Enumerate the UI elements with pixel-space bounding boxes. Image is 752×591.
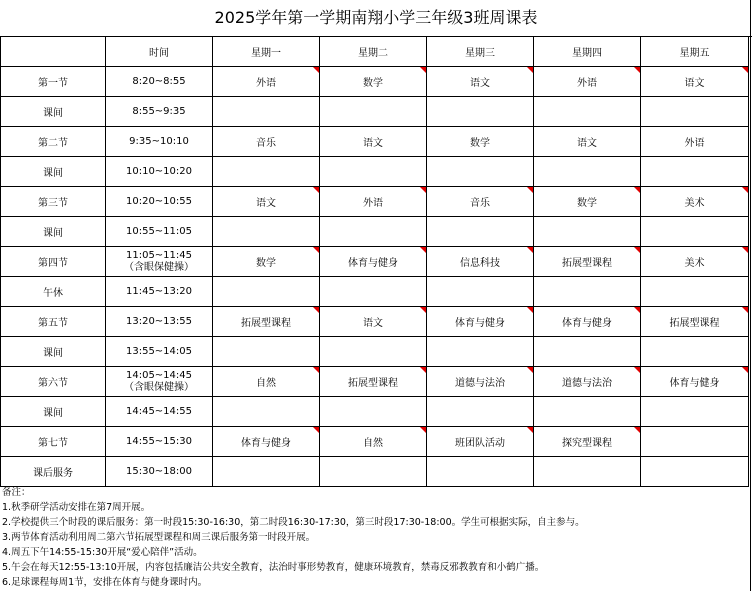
comment-marker-icon[interactable] <box>313 187 319 193</box>
subject-text: 美术 <box>684 198 705 209</box>
subject-cell <box>534 427 641 457</box>
subject-text: 外语 <box>256 78 276 89</box>
subject-text: 外语 <box>363 198 383 209</box>
comment-marker-icon[interactable] <box>527 307 533 313</box>
subject-cell <box>641 187 749 217</box>
subject-cell <box>641 157 749 187</box>
subject-cell <box>641 127 749 157</box>
subject-cell <box>213 247 320 277</box>
subject-cell <box>427 157 534 187</box>
time-cell <box>106 337 213 367</box>
comment-marker-icon[interactable] <box>527 367 533 373</box>
note-line: 6.足球课程每周1节，安排在体育与健身课时内。 <box>2 577 208 588</box>
subject-cell <box>641 247 749 277</box>
subject-cell <box>534 367 641 397</box>
table-row <box>1 187 749 217</box>
subject-cell <box>641 457 749 487</box>
subject-cell <box>213 127 320 157</box>
subject-text: 体育与健身 <box>562 318 612 329</box>
time-cell <box>106 217 213 247</box>
subject-cell <box>641 97 749 127</box>
subject-text: 体育与健身 <box>348 258 398 269</box>
period-label: 第七节 <box>1 427 106 457</box>
time-text: （含眼保健操） <box>124 381 194 393</box>
subject-text: 美术 <box>684 258 705 269</box>
table-row <box>1 457 749 487</box>
subject-cell <box>427 397 534 427</box>
subject-cell <box>427 217 534 247</box>
subject-text: 拓展型课程 <box>562 258 612 269</box>
page-title: 2025学年第一学期南翔小学三年级3班周课表 <box>0 0 752 37</box>
comment-marker-icon[interactable] <box>527 187 533 193</box>
time-cell <box>106 67 213 97</box>
subject-text: 自然 <box>363 438 383 449</box>
subject-text: 信息科技 <box>460 258 500 269</box>
subject-cell <box>427 97 534 127</box>
time-text: 11:45~13:20 <box>125 285 192 297</box>
time-text: 10:20~10:55 <box>125 195 192 207</box>
subject-text: 拓展型课程 <box>348 378 398 389</box>
subject-cell <box>534 457 641 487</box>
subject-text: 体育与健身 <box>669 378 720 389</box>
subject-cell <box>213 337 320 367</box>
subject-cell <box>213 187 320 217</box>
subject-text: 体育与健身 <box>241 438 291 449</box>
period-label: 课后服务 <box>1 457 106 487</box>
comment-marker-icon[interactable] <box>313 67 319 73</box>
table-row <box>1 307 749 337</box>
subject-cell <box>320 367 427 397</box>
subject-cell <box>641 307 749 337</box>
comment-marker-icon[interactable] <box>742 307 748 313</box>
time-text: 14:45~14:55 <box>125 405 192 417</box>
comment-marker-icon[interactable] <box>420 427 426 433</box>
table-row <box>1 67 749 97</box>
time-text: 10:10~10:20 <box>125 165 192 177</box>
table-row <box>1 397 749 427</box>
time-cell <box>106 97 213 127</box>
right-border <box>750 0 751 591</box>
subject-cell <box>534 337 641 367</box>
time-text: 8:20~8:55 <box>132 75 186 87</box>
comment-marker-icon[interactable] <box>420 247 426 253</box>
header-row <box>1 37 749 67</box>
subject-text: 语文 <box>470 78 490 89</box>
subject-cell <box>641 397 749 427</box>
subject-cell <box>213 67 320 97</box>
subject-cell <box>213 217 320 247</box>
table-row <box>1 127 749 157</box>
subject-text: 数学 <box>470 138 490 149</box>
comment-marker-icon[interactable] <box>420 67 426 73</box>
subject-cell <box>427 127 534 157</box>
comment-marker-icon[interactable] <box>742 187 748 193</box>
subject-cell <box>427 187 534 217</box>
time-text: 11:05~11:45 <box>125 249 192 261</box>
note-line: 5.午会在每天12:55-13:10开展，内容包括廉洁公共安全教育，法治时事形势教育，健康环境教育，禁毒反邪教教育和小鹤广播。 <box>2 562 545 573</box>
subject-cell <box>641 217 749 247</box>
subject-text: 自然 <box>256 378 276 389</box>
comment-marker-icon[interactable] <box>634 247 640 253</box>
subject-text: 语文 <box>363 318 383 329</box>
comment-marker-icon[interactable] <box>634 427 640 433</box>
comment-marker-icon[interactable] <box>313 367 319 373</box>
subject-text: 语文 <box>684 78 705 89</box>
subject-text: 道德与法治 <box>562 378 612 389</box>
timetable-grid <box>0 36 749 487</box>
period-label: 课间 <box>1 217 106 247</box>
table-row <box>1 427 749 457</box>
table-row <box>1 217 749 247</box>
comment-marker-icon[interactable] <box>634 187 640 193</box>
subject-cell <box>213 157 320 187</box>
subject-cell <box>213 397 320 427</box>
subject-cell <box>427 457 534 487</box>
subject-cell <box>320 277 427 307</box>
time-text: 10:55~11:05 <box>125 225 192 237</box>
note-line: 3.两节体育活动利用周二第六节拓展型课程和周三课后服务第一时段开展。 <box>2 532 316 543</box>
note-line: 4.周五下午14:55-15:30开展“爱心陪伴”活动。 <box>2 547 203 558</box>
subject-cell <box>641 427 749 457</box>
subject-cell <box>427 337 534 367</box>
comment-marker-icon[interactable] <box>527 247 533 253</box>
subject-cell <box>641 337 749 367</box>
comment-marker-icon[interactable] <box>420 187 426 193</box>
subject-text: 拓展型课程 <box>241 318 291 329</box>
comment-marker-icon[interactable] <box>742 67 748 73</box>
time-text: 14:05~14:45 <box>125 369 192 381</box>
subject-cell <box>320 127 427 157</box>
subject-cell <box>320 157 427 187</box>
subject-cell <box>213 427 320 457</box>
period-label: 第四节 <box>1 247 106 277</box>
subject-cell <box>534 397 641 427</box>
table-row <box>1 247 749 277</box>
header-cell: 星期三 <box>427 37 534 67</box>
time-cell <box>106 427 213 457</box>
table-row <box>1 337 749 367</box>
comment-marker-icon[interactable] <box>420 367 426 373</box>
subject-cell <box>213 97 320 127</box>
subject-cell <box>320 247 427 277</box>
time-text: （含眼保健操） <box>124 261 194 273</box>
time-text: 14:55~15:30 <box>125 435 192 447</box>
subject-cell <box>213 307 320 337</box>
subject-cell <box>641 277 749 307</box>
subject-text: 音乐 <box>256 138 276 149</box>
time-cell <box>106 397 213 427</box>
header-cell: 星期五 <box>641 37 749 67</box>
subject-text: 数学 <box>256 258 276 269</box>
period-label: 第三节 <box>1 187 106 217</box>
period-label: 第一节 <box>1 67 106 97</box>
comment-marker-icon[interactable] <box>313 247 319 253</box>
subject-text: 探究型课程 <box>562 438 612 449</box>
time-cell <box>106 247 213 277</box>
subject-cell <box>534 157 641 187</box>
subject-cell <box>534 67 641 97</box>
period-label: 午休 <box>1 277 106 307</box>
comment-marker-icon[interactable] <box>634 67 640 73</box>
time-cell <box>106 157 213 187</box>
subject-cell <box>320 97 427 127</box>
subject-text: 拓展型课程 <box>669 318 720 329</box>
subject-cell <box>534 217 641 247</box>
time-cell <box>106 187 213 217</box>
subject-cell <box>427 427 534 457</box>
period-label: 课间 <box>1 157 106 187</box>
table-row <box>1 367 749 397</box>
time-text: 8:55~9:35 <box>132 105 186 117</box>
time-cell <box>106 127 213 157</box>
subject-text: 语文 <box>363 138 383 149</box>
time-text: 13:55~14:05 <box>125 345 192 357</box>
subject-cell <box>427 67 534 97</box>
subject-cell <box>320 187 427 217</box>
time-text: 13:20~13:55 <box>125 315 192 327</box>
time-cell <box>106 457 213 487</box>
table-row <box>1 277 749 307</box>
header-corner <box>1 37 106 67</box>
subject-cell <box>534 187 641 217</box>
subject-cell <box>641 367 749 397</box>
time-text: 9:35~10:10 <box>129 135 189 147</box>
subject-cell <box>641 67 749 97</box>
notes-section <box>0 485 752 591</box>
table-row <box>1 97 749 127</box>
subject-cell <box>320 397 427 427</box>
subject-text: 语文 <box>577 138 597 149</box>
subject-cell <box>320 427 427 457</box>
note-line: 1.秋季研学活动安排在第7周开展。 <box>2 502 151 513</box>
comment-marker-icon[interactable] <box>634 307 640 313</box>
subject-cell <box>534 307 641 337</box>
subject-cell <box>213 277 320 307</box>
subject-text: 班团队活动 <box>455 438 505 449</box>
subject-text: 数学 <box>577 198 597 209</box>
subject-cell <box>320 457 427 487</box>
subject-text: 音乐 <box>470 198 490 209</box>
comment-marker-icon[interactable] <box>742 367 748 373</box>
subject-text: 数学 <box>363 78 383 89</box>
comment-marker-icon[interactable] <box>313 307 319 313</box>
period-label: 第六节 <box>1 367 106 397</box>
subject-cell <box>320 337 427 367</box>
period-label: 课间 <box>1 337 106 367</box>
subject-cell <box>427 367 534 397</box>
subject-cell <box>427 307 534 337</box>
subject-cell <box>534 247 641 277</box>
comment-marker-icon[interactable] <box>313 427 319 433</box>
subject-cell <box>427 247 534 277</box>
comment-marker-icon[interactable] <box>527 67 533 73</box>
subject-cell <box>320 67 427 97</box>
subject-text: 语文 <box>256 198 276 209</box>
table-row <box>1 157 749 187</box>
time-cell <box>106 367 213 397</box>
header-cell: 星期二 <box>320 37 427 67</box>
notes-heading: 备注： <box>2 487 31 498</box>
header-cell: 星期一 <box>213 37 320 67</box>
subject-text: 体育与健身 <box>455 318 505 329</box>
subject-cell <box>534 127 641 157</box>
subject-cell <box>320 307 427 337</box>
subject-cell <box>534 97 641 127</box>
header-cell: 时间 <box>106 37 213 67</box>
subject-cell <box>320 217 427 247</box>
subject-cell <box>534 277 641 307</box>
period-label: 第二节 <box>1 127 106 157</box>
time-cell <box>106 277 213 307</box>
period-label: 课间 <box>1 397 106 427</box>
subject-text: 道德与法治 <box>455 378 505 389</box>
subject-text: 外语 <box>684 138 705 149</box>
time-cell <box>106 307 213 337</box>
comment-marker-icon[interactable] <box>527 427 533 433</box>
period-label: 课间 <box>1 97 106 127</box>
period-label: 第五节 <box>1 307 106 337</box>
note-line: 2.学校提供三个时段的课后服务：第一时段15:30-16:30，第二时段16:30-17:30，第三时段17:30-18:00。学生可根据实际，自主参与。 <box>2 517 585 528</box>
subject-cell <box>427 277 534 307</box>
time-text: 15:30~18:00 <box>125 465 192 477</box>
header-cell: 星期四 <box>534 37 641 67</box>
comment-marker-icon[interactable] <box>742 247 748 253</box>
comment-marker-icon[interactable] <box>634 367 640 373</box>
subject-cell <box>213 457 320 487</box>
subject-cell <box>213 367 320 397</box>
subject-text: 外语 <box>577 78 597 89</box>
comment-marker-icon[interactable] <box>420 307 426 313</box>
